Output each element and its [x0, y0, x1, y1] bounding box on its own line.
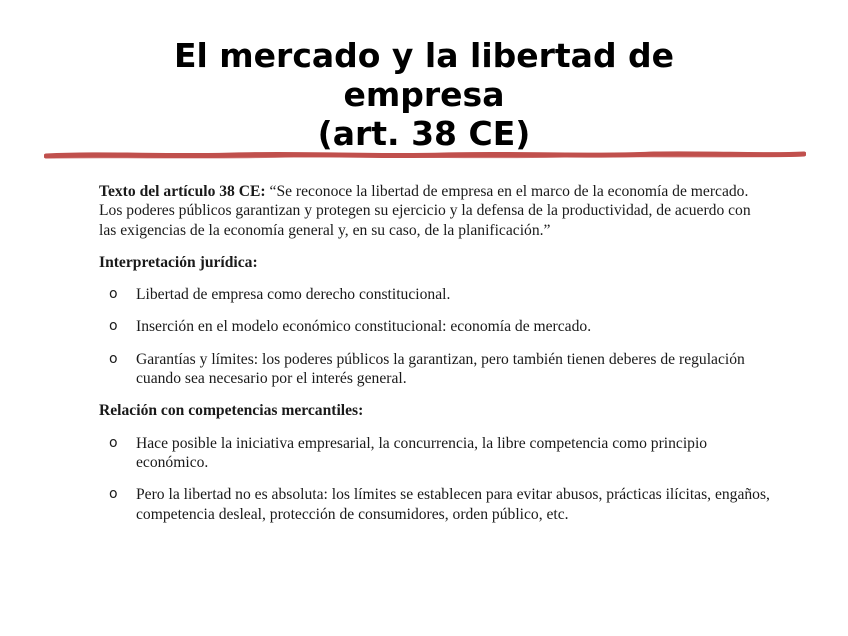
list-item — [99, 350, 771, 389]
title-line-1: El mercado y la libertad de — [173, 36, 675, 75]
title-line-3: (art. 38 CE) — [317, 114, 531, 153]
bullet-list-interpretacion — [99, 285, 771, 388]
article-quote: “Se reconoce la libertad de empresa en el marco de la economía de mercado. Los poderes públicos garantizan y protegen su ejercicio y la defensa de la productividad, de acuerdo con las exigencias de la economía general y, en su caso, de la planificación.” — [99, 183, 751, 239]
article-label: Texto del artículo 38 CE: — [99, 183, 266, 200]
article-text — [99, 182, 771, 240]
bullet-marker-icon: o — [109, 318, 118, 335]
slide-body — [99, 182, 771, 537]
bullet-marker-icon: o — [109, 350, 118, 367]
list-item-text: Garantías y límites: los poderes públicos la garantizan, pero también tienen deberes de regulación cuando sea necesario por el interés general. — [136, 350, 745, 388]
list-item-text: Pero la libertad no es absoluta: los límites se establecen para evitar abusos, prácticas ilícitas, engaños, competencia desleal, protección de consumidores, orden público, etc. — [136, 486, 770, 523]
list-item-text: Inserción en el modelo económico constitucional: economía de mercado. — [136, 318, 592, 336]
list-item — [99, 317, 771, 336]
list-item — [99, 434, 771, 473]
list-item — [99, 285, 771, 304]
title-divider — [44, 148, 806, 162]
bullet-marker-icon: o — [109, 486, 118, 503]
list-item — [99, 485, 771, 524]
bullet-marker-icon: o — [109, 434, 118, 451]
list-item-text: Hace posible la iniciativa empresarial, la concurrencia, la libre competencia como principio económico. — [136, 434, 708, 471]
bullet-list-relacion — [99, 434, 771, 524]
slide-title — [100, 36, 748, 153]
section-heading-relacion: Relación con competencias mercantiles: — [99, 402, 364, 420]
bullet-marker-icon: o — [109, 286, 118, 303]
section-heading-interpretacion: Interpretación jurídica: — [99, 253, 258, 271]
title-line-2: empresa — [343, 75, 505, 114]
list-item-text: Libertad de empresa como derecho constitucional. — [136, 286, 451, 304]
